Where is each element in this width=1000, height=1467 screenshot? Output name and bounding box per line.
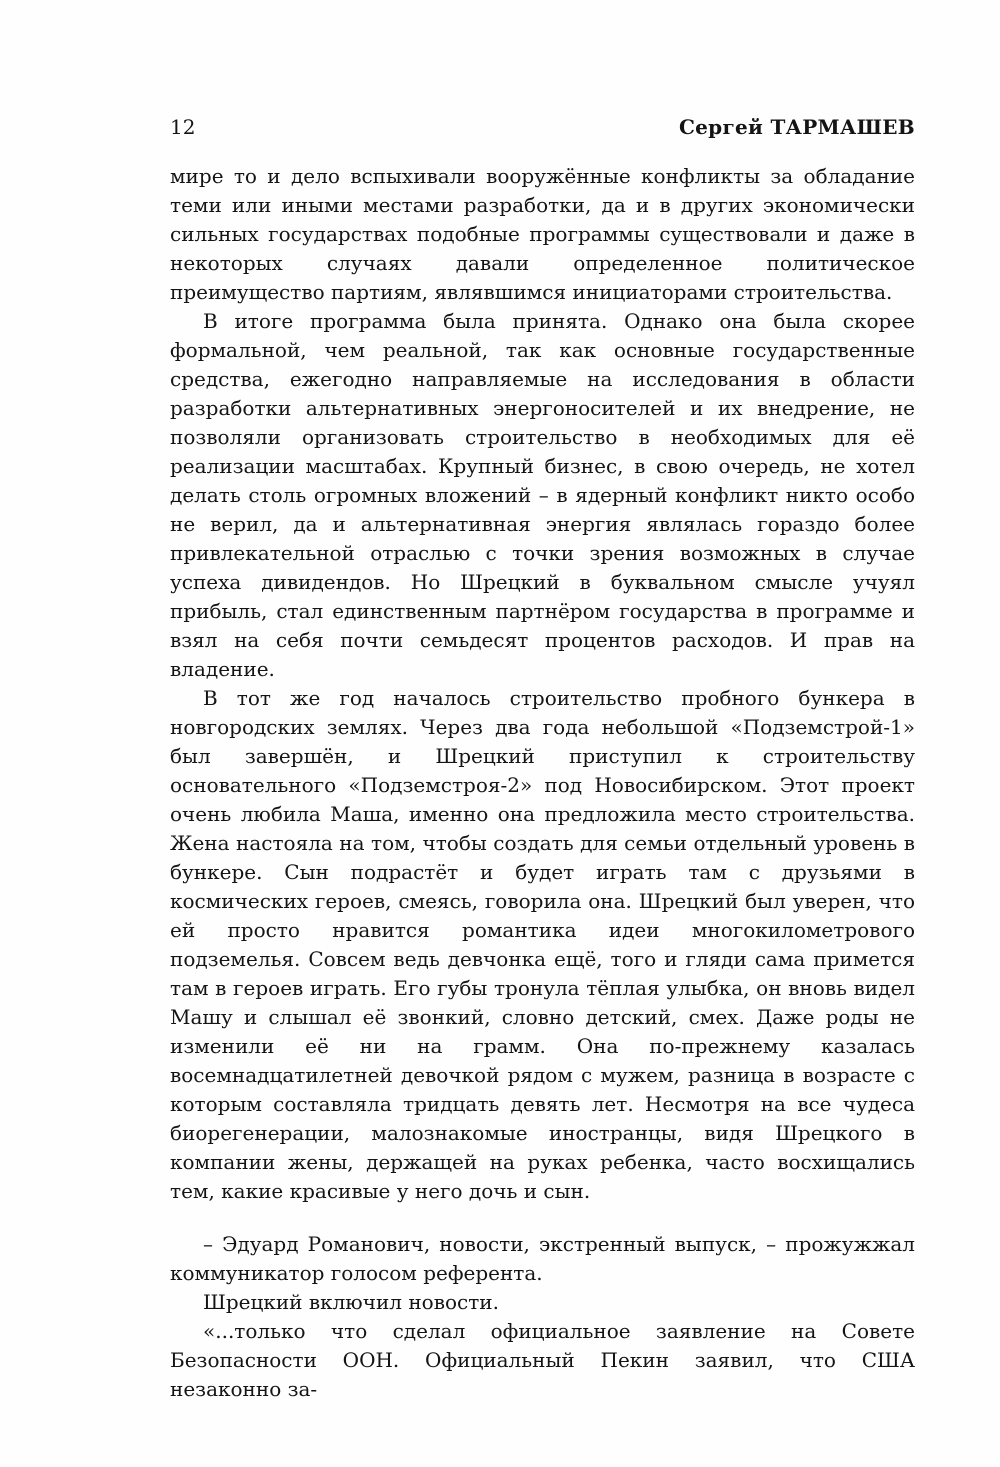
paragraph: В тот же год началось строительство пробного бункера в новгородских землях. Через два года небольшой «Подземстрой-1» был завершён, и Шрецкий приступил к строительству основательного «Подземстроя-2» под Новосибирском. Этот проект очень любила Маша, именно она предложила место строительства. Жена настояла на том, чтобы создать для семьи отдельный уровень в бункере. Сын подрастёт и будет играть там с друзьями в космических героев, смеясь, говорила она. Шрецкий был уверен, что ей просто нравится романтика идеи многокилометрового подземелья. Совсем ведь девчонка ещё, того и гляди сама примется там в героев играть. Его губы тронула тёплая улыбка, он вновь видел Машу и слышал её звонкий, словно детский, смех. Даже роды не изменили её ни на грамм. Она по-прежнему казалась восемнадцатилетней девочкой рядом с мужем, разница в возрасте с которым составляла тридцать девять лет. Несмотря на все чудеса биорегенерации, малознакомые иностранцы, видя Шрецкого в компании жены, держащей на руках ребенка, часто восхищались тем, какие красивые у него дочь и сын. [170, 686, 915, 1203]
paragraph: Шрецкий включил новости. [203, 1290, 499, 1314]
page-header [170, 114, 915, 140]
page-number: 12 [170, 115, 196, 139]
paragraph: мире то и дело вспыхивали вооружённые конфликты за обладание теми или иными местами разработки, да и в других экономически сильных государствах подобные программы существовали и даже в некоторых случаях давали определенное политическое преимущество партиям, являвшимся инициаторами строительства. [170, 164, 915, 304]
running-title-author: Сергей ТАРМАШЕВ [678, 115, 915, 139]
paragraph: В итоге программа была принята. Однако она была скорее формальной, чем реальной, так как основные государственные средства, ежегодно направляемые на исследования в области разработки альтернативных энергоносителей и их внедрение, не позволяли организовать строительство в необходимых для её реализации масштабах. Крупный бизнес, в свою очередь, не хотел делать столь огромных вложений – в ядерный конфликт никто особо не верил, да и альтернативная энергия являлась гораздо более привлекательной отраслью с точки зрения возможных в случае успеха дивидендов. Но Шрецкий в буквальном смысле учуял прибыль, стал единственным партнёром государства в программе и взял на себя почти семьдесят процентов расходов. И прав на владение. [170, 309, 915, 681]
page-body [170, 162, 915, 1404]
paragraph-dialogue: – Эдуард Романович, новости, экстренный выпуск, – прожужжал коммуникатор голосом референта. [170, 1232, 915, 1285]
paragraph: «...только что сделал официальное заявление на Совете Безопасности ООН. Официальный Пекин заявил, что США незаконно за- [170, 1319, 915, 1401]
